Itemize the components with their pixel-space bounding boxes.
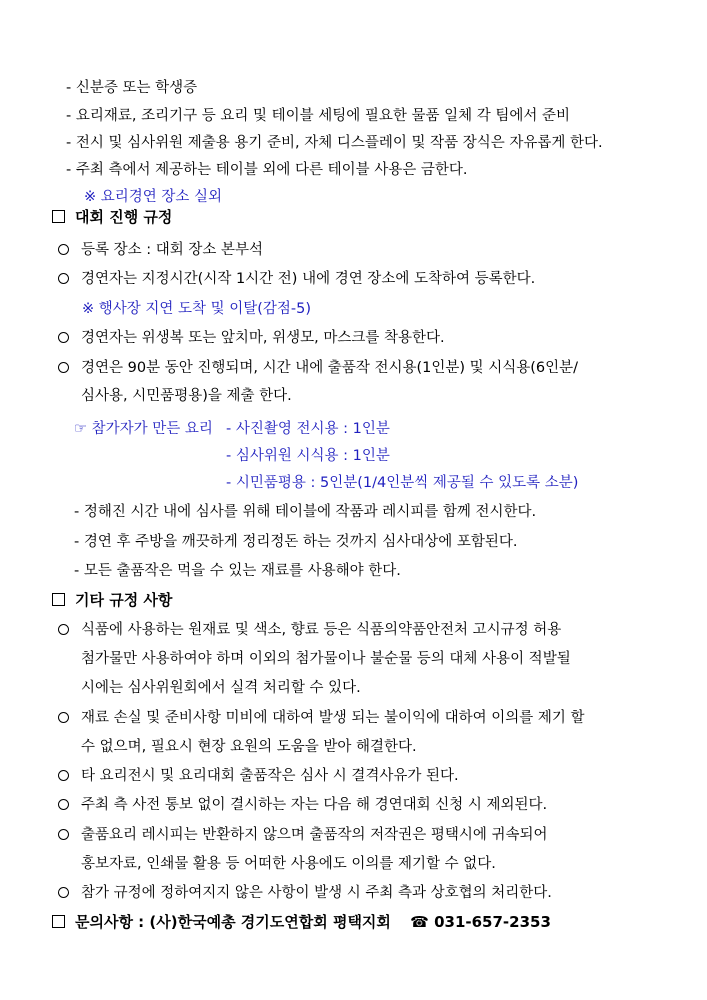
prep-note: ※ 요리경연 장소 실외 <box>84 189 223 205</box>
bullet-circle-icon <box>58 887 69 898</box>
prep-item: - 요리재료, 조리기구 등 요리 및 테이블 세팅에 필요한 물품 일체 각 팀에서 준비 <box>66 108 570 124</box>
section-heading-progress <box>52 207 172 227</box>
contact-label: 문의사항 : (사)한국예총 경기도연합회 평택지회 <box>75 913 391 931</box>
other-item: 참가 규정에 정하여지지 않은 사항이 발생 시 주최 측과 상호협의 처리한다. <box>58 883 552 903</box>
progress-dash-item: - 모든 출품작은 먹을 수 있는 재료를 사용해야 한다. <box>74 563 401 579</box>
progress-dash-item: - 정해진 시간 내에 심사를 위해 테이블에 작품과 레시피를 함께 전시한다. <box>74 504 537 520</box>
other-item-continuation: 첨가물만 사용하여야 하며 이외의 첨가물이나 불순물 등의 대체 사용이 적발될 <box>81 651 571 667</box>
other-item-continuation: 홍보자료, 인쇄물 활용 등 어떠한 사용에도 이의를 제기할 수 없다. <box>81 856 496 872</box>
phone-icon: ☎ <box>410 913 429 931</box>
contact-phone: 031-657-2353 <box>434 913 551 931</box>
progress-item-continuation: 심사용, 시민품평용)을 제출 한다. <box>81 388 292 404</box>
prep-item: - 신분증 또는 학생증 <box>66 80 198 96</box>
other-item: 타 요리전시 및 요리대회 출품작은 심사 시 결격사유가 된다. <box>58 766 459 786</box>
bullet-circle-icon <box>58 829 69 840</box>
bullet-circle-icon <box>58 332 69 343</box>
other-item: 주최 측 사전 통보 없이 결시하는 자는 다음 해 경연대회 신청 시 제외된다. <box>58 795 547 815</box>
dish-prefix: ☞ 참가자가 만든 요리 <box>74 421 213 437</box>
contact-line <box>52 912 551 932</box>
checkbox-square-icon <box>52 593 65 606</box>
other-item: 출품요리 레시피는 반환하지 않으며 출품작의 저작권은 평택시에 귀속되어 <box>58 825 547 845</box>
other-item-continuation: 시에는 심사위원회에서 실격 처리할 수 있다. <box>81 680 361 696</box>
checkbox-square-icon <box>52 210 65 223</box>
section-title: 기타 규정 사항 <box>75 591 173 609</box>
progress-dash-item: - 경연 후 주방을 깨끗하게 정리정돈 하는 것까지 심사대상에 포함된다. <box>74 534 518 550</box>
bullet-circle-icon <box>58 273 69 284</box>
bullet-circle-icon <box>58 362 69 373</box>
bullet-circle-icon <box>58 712 69 723</box>
section-heading-other <box>52 590 172 610</box>
other-item: 식품에 사용하는 원재료 및 색소, 향료 등은 식품의약품안전처 고시규정 허용 <box>58 620 561 640</box>
progress-item: 경연은 90분 동안 진행되며, 시간 내에 출품작 전시용(1인분) 및 시식용(6인분/ <box>58 358 578 378</box>
progress-item: 경연자는 위생복 또는 앞치마, 위생모, 마스크를 착용한다. <box>58 328 445 348</box>
dish-line: - 시민품평용 : 5인분(1/4인분씩 제공될 수 있도록 소분) <box>226 475 579 491</box>
progress-item: 등록 장소 : 대회 장소 본부석 <box>58 240 263 260</box>
bullet-circle-icon <box>58 799 69 810</box>
prep-item: - 주최 측에서 제공하는 테이블 외에 다른 테이블 사용은 금한다. <box>66 162 468 178</box>
prep-item: - 전시 및 심사위원 제출용 용기 준비, 자체 디스플레이 및 작품 장식은 자유롭게 한다. <box>66 135 603 151</box>
bullet-circle-icon <box>58 244 69 255</box>
progress-item: 경연자는 지정시간(시작 1시간 전) 내에 경연 장소에 도착하여 등록한다. <box>58 269 535 289</box>
dish-line: - 심사위원 시식용 : 1인분 <box>226 448 390 464</box>
checkbox-square-icon <box>52 915 65 928</box>
bullet-circle-icon <box>58 624 69 635</box>
section-title: 대회 진행 규정 <box>75 208 173 226</box>
other-item-continuation: 수 없으며, 필요시 현장 요원의 도움을 받아 해결한다. <box>81 739 417 755</box>
progress-note: ※ 행사장 지연 도착 및 이탈(감점-5) <box>82 301 312 317</box>
dish-line: - 사진촬영 전시용 : 1인분 <box>226 421 390 437</box>
bullet-circle-icon <box>58 770 69 781</box>
other-item: 재료 손실 및 준비사항 미비에 대하여 발생 되는 불이익에 대하여 이의를 제기 할 <box>58 708 585 728</box>
